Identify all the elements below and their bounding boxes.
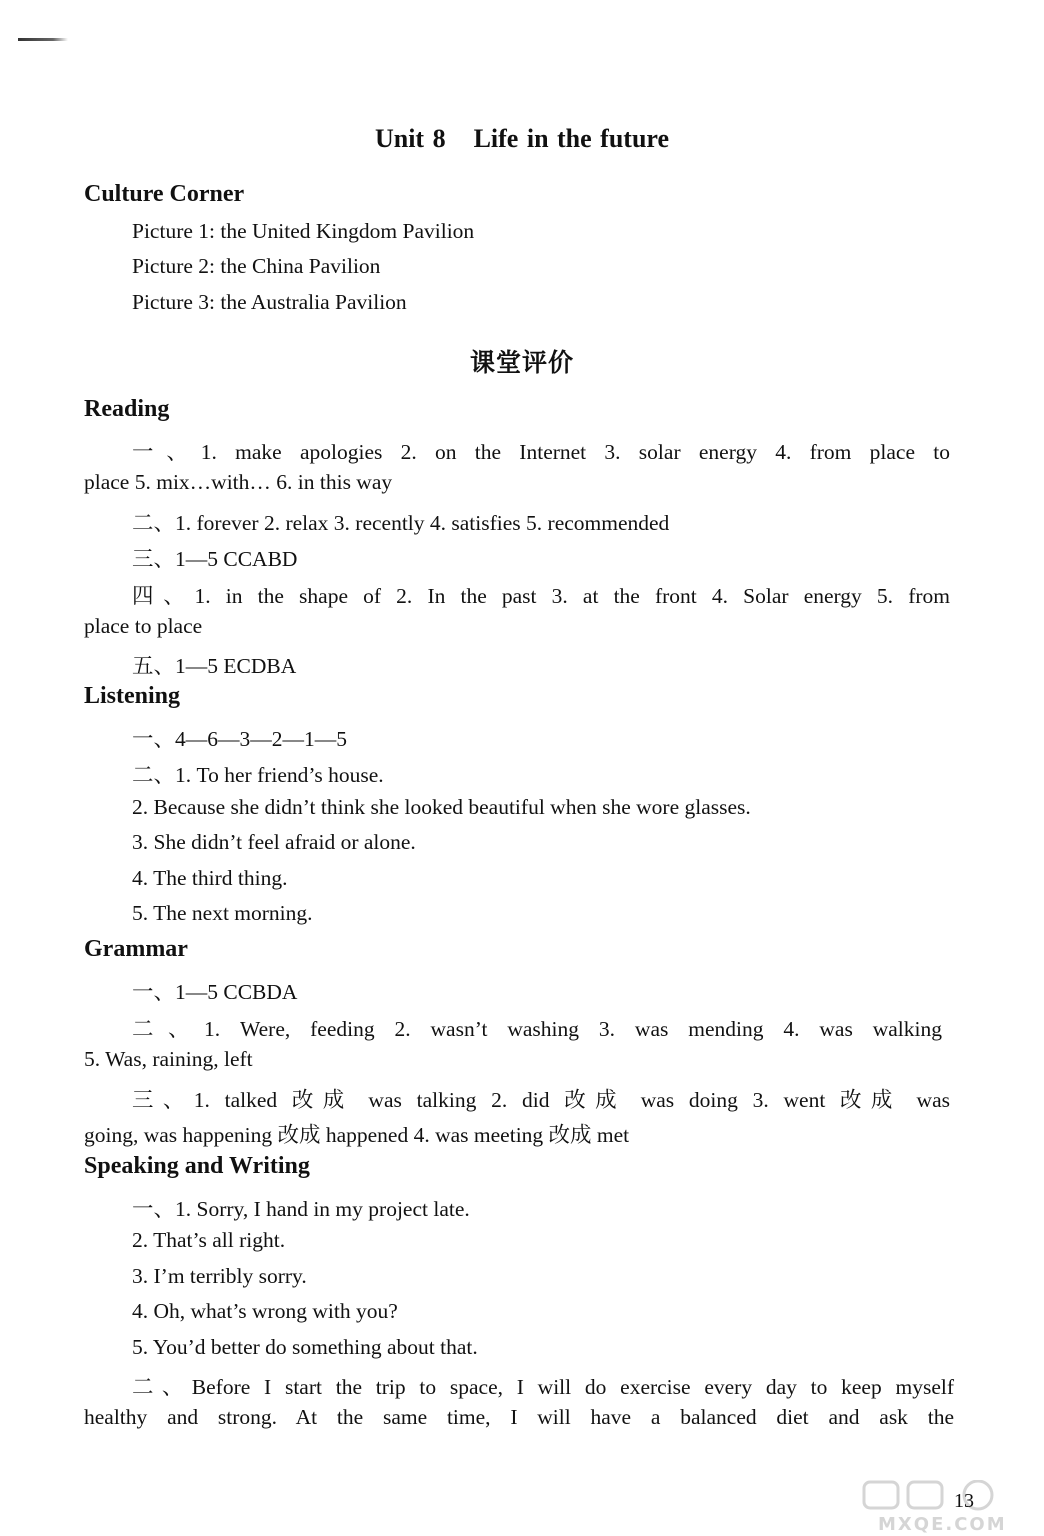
grammar-line: going, was happening 改成 happened 4. was meeting 改成 met	[84, 1123, 630, 1147]
grammar-line: 5. Was, raining, left	[84, 1047, 253, 1071]
page-title	[0, 124, 1044, 154]
speaking-line: healthy and strong. At the same time, I will have a balanced diet and ask the	[84, 1405, 954, 1429]
listening-line: 3. She didn’t feel afraid or alone.	[132, 830, 416, 854]
reading-line: 三、1—5 CCABD	[132, 547, 298, 571]
grammar-heading: Grammar	[84, 936, 188, 962]
speaking-line: 3. I’m terribly sorry.	[132, 1264, 307, 1288]
reading-line: 二、1. forever 2. relax 3. recently 4. satisfies 5. recommended	[132, 511, 670, 535]
reading-heading: Reading	[84, 396, 170, 422]
listening-line: 4. The third thing.	[132, 866, 288, 890]
svg-text:MXQE.COM: MXQE.COM	[878, 1514, 1007, 1534]
grammar-line: 三、1. talked 改成 was talking 2. did 改成 was doing 3. went 改成 was	[132, 1088, 950, 1112]
listening-line: 二、1. To her friend’s house.	[132, 763, 384, 787]
grammar-line: 二、1. Were, feeding 2. wasn’t washing 3. was mending 4. was walking	[132, 1017, 942, 1041]
unit-number: Unit 8	[374, 124, 446, 153]
reading-line: 五、1—5 ECDBA	[132, 654, 297, 678]
reading-line: place 5. mix…with… 6. in this way	[84, 470, 393, 494]
culture-line: Picture 2: the China Pavilion	[132, 254, 381, 278]
page-number: 13	[954, 1490, 974, 1512]
speaking-line: 二、Before I start the trip to space, I will do exercise every day to keep myself	[132, 1375, 954, 1399]
listening-line: 2. Because she didn’t think she looked beautiful when she wore glasses.	[132, 795, 751, 819]
speaking-line: 4. Oh, what’s wrong with you?	[132, 1299, 398, 1323]
unit-name: Life in the future	[473, 124, 670, 153]
reading-line: 一、1. make apologies 2. on the Internet 3. solar energy 4. from place to	[132, 440, 950, 464]
classroom-assessment-heading: 课堂评价	[469, 348, 574, 377]
reading-line: place to place	[84, 614, 203, 638]
culture-corner-heading: Culture Corner	[84, 181, 245, 207]
listening-line: 一、4—6—3—2—1—5	[132, 727, 348, 751]
speaking-line: 2. That’s all right.	[132, 1228, 286, 1252]
scan-mark	[18, 38, 68, 41]
speaking-writing-heading: Speaking and Writing	[84, 1153, 310, 1179]
listening-heading: Listening	[84, 683, 181, 709]
culture-line: Picture 1: the United Kingdom Pavilion	[132, 219, 475, 243]
speaking-line: 一、1. Sorry, I hand in my project late.	[132, 1197, 470, 1221]
reading-line: 四、1. in the shape of 2. In the past 3. at the front 4. Solar energy 5. from	[132, 584, 950, 608]
listening-line: 5. The next morning.	[132, 901, 313, 925]
watermark-logo	[858, 1480, 1038, 1534]
culture-line: Picture 3: the Australia Pavilion	[132, 290, 407, 314]
speaking-line: 5. You’d better do something about that.	[132, 1335, 478, 1359]
grammar-line: 一、1—5 CCBDA	[132, 980, 298, 1004]
